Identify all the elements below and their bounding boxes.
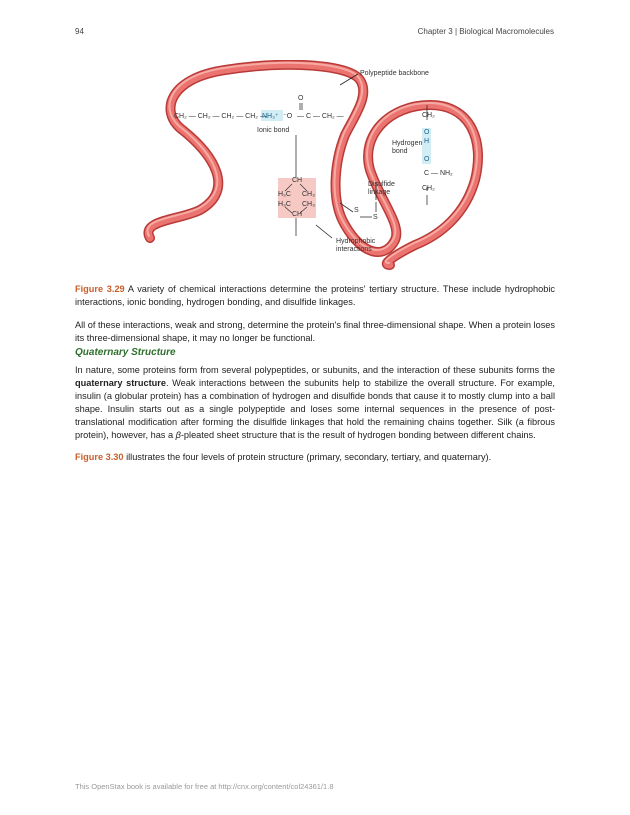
paragraph-quaternary	[75, 364, 555, 442]
section-heading: Quaternary Structure	[75, 347, 176, 358]
sulfur-2: S	[373, 214, 378, 221]
label-hydrogen-bond: Hydrogen bond	[392, 140, 423, 155]
hbond-oxygen-2: O	[424, 156, 430, 163]
term-quaternary-structure: quaternary structure	[75, 378, 166, 388]
h3c-2: H₃C	[278, 201, 291, 208]
page-number: 94	[75, 27, 84, 36]
label-polypeptide-backbone: Polypeptide backbone	[360, 70, 429, 77]
chapter-title: Chapter 3 | Biological Macromolecules	[417, 27, 554, 36]
label-hydrophobic-interactions: Hydrophobic interactions	[336, 238, 376, 253]
nh3-group: NH₃⁺	[262, 113, 279, 120]
figure-ref-330[interactable]: Figure 3.30	[75, 452, 124, 462]
hbond-hydrogen: H	[424, 138, 430, 145]
ch-bottom: CH	[292, 211, 303, 218]
ch3-1: CH₃	[302, 191, 315, 198]
figure-ref-329[interactable]: Figure 3.29	[75, 284, 125, 294]
caption-text: A variety of chemical interactions determine the proteins' tertiary structure. These include hydrophobic interactions, ionic bonding, hydrogen bonding, and disulfide linkages.	[75, 284, 555, 307]
chain-right: — C — CH₂ —	[297, 113, 344, 120]
h3c-1: H₃C	[278, 191, 291, 198]
sulfur-1: S	[354, 207, 359, 214]
label-disulfide-linkage: Disulfide linkage	[368, 181, 395, 196]
c-nh2: C — NH₂	[424, 170, 453, 177]
paragraph-figure-330	[75, 451, 555, 464]
hbond-oxygen: O	[424, 129, 430, 136]
o-minus: ⁻O	[283, 113, 293, 120]
footer-note: This OpenStax book is available for free at http://cnx.org/content/col24361/1.8	[75, 782, 334, 791]
p2-part1: In nature, some proteins form from several polypeptides, or subunits, and the interaction of these subunits forms the	[75, 365, 555, 375]
ch2-bottom: CH₂	[422, 185, 435, 192]
figure-caption	[75, 283, 555, 309]
beta-symbol: β	[175, 430, 181, 440]
p2-part3: -pleated sheet structure that is the result of hydrogen bonding between different chains.	[180, 430, 536, 440]
chain-left: CH₂ — CH₂ — CH₂ — CH₂ —	[174, 113, 267, 120]
p2-part2: . Weak interactions between the subunits help to stabilize the overall structure. For example, insulin (a globular protein) has a combination of hydrogen and disulfide bonds that cause it to mostly clump into a ball shape. Insulin starts out as a single polypeptide and loses some internal sequences in the presence of post-translational modification after forming the disulfide linkages that hold the remaining chains together. Silk (a fibrous protein), however, has a	[75, 378, 555, 440]
ch3-2: CH₃	[302, 201, 315, 208]
ch2-top: CH₂	[422, 112, 435, 119]
polypeptide-tube-drawing	[140, 60, 490, 270]
label-ionic-bond: Ionic bond	[257, 127, 290, 134]
p3-text: illustrates the four levels of protein structure (primary, secondary, tertiary, and quaternary).	[123, 452, 492, 462]
protein-tertiary-figure	[140, 60, 490, 270]
paragraph-interactions: All of these interactions, weak and strong, determine the protein's final three-dimensional shape. When a protein loses its three-dimensional shape, it may no longer be functional.	[75, 320, 555, 343]
ch-top: CH	[292, 177, 303, 184]
carbonyl-oxygen: O	[298, 95, 304, 102]
